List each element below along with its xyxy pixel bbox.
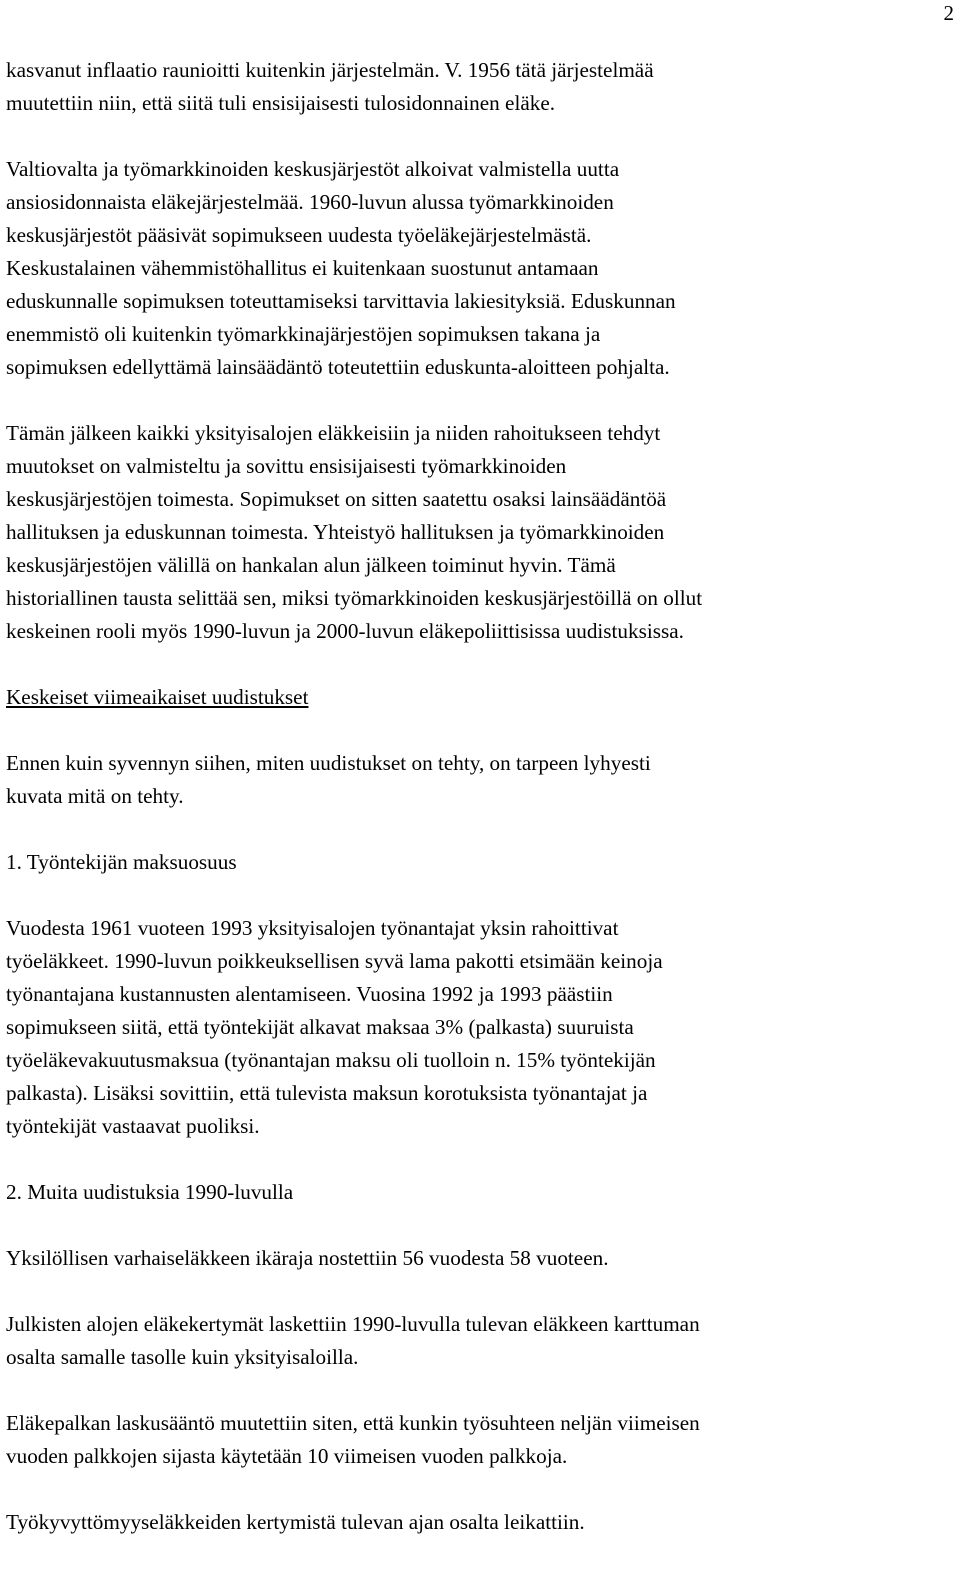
text-line: vuoden palkkojen sijasta käytetään 10 viimeisen vuoden palkkoja. — [6, 1444, 568, 1468]
text-line: historiallinen tausta selittää sen, miksi työmarkkinoiden keskusjärjestöillä on ollut — [6, 586, 703, 610]
page-number: 2 — [943, 1, 954, 25]
text-line: hallituksen ja eduskunnan toimesta. Yhteistyö hallituksen ja työmarkkinoiden — [6, 520, 665, 544]
text-line: 1. Työntekijän maksuosuus — [6, 850, 237, 874]
text-line: Yksilöllisen varhaiseläkkeen ikäraja nostettiin 56 vuodesta 58 vuoteen. — [6, 1246, 609, 1270]
text-line: kasvanut inflaatio raunioitti kuitenkin järjestelmän. V. 1956 tätä järjestelmää — [6, 58, 654, 82]
text-line: työeläkkeet. 1990-luvun poikkeuksellisen syvä lama pakotti etsimään keinoja — [6, 949, 663, 973]
paragraph — [6, 1407, 954, 1473]
text-line: Julkisten alojen eläkekertymät laskettiin 1990-luvulla tulevan eläkkeen karttuman — [6, 1312, 700, 1336]
paragraph — [6, 747, 954, 813]
text-line: Tämän jälkeen kaikki yksityisalojen eläkkeisiin ja niiden rahoitukseen tehdyt — [6, 421, 661, 445]
text-line: Eläkepalkan laskusääntö muutettiin siten, että kunkin työsuhteen neljän viimeisen — [6, 1411, 700, 1435]
text-line: palkasta). Lisäksi sovittiin, että tulevista maksun korotuksista työnantajat ja — [6, 1081, 648, 1105]
text-line: Keskeiset viimeaikaiset uudistukset — [6, 685, 309, 709]
paragraph — [6, 846, 954, 879]
paragraph — [6, 417, 954, 648]
text-line: kuvata mitä on tehty. — [6, 784, 184, 808]
paragraph — [6, 153, 954, 384]
text-line: osalta samalle tasolle kuin yksityisaloilla. — [6, 1345, 359, 1369]
text-line: ansiosidonnaista eläkejärjestelmää. 1960-luvun alussa työmarkkinoiden — [6, 190, 614, 214]
text-line: keskusjärjestöt pääsivät sopimukseen uudesta työeläkejärjestelmästä. — [6, 223, 592, 247]
text-line: työeläkevakuutusmaksua (työnantajan maksu oli tuolloin n. 15% työntekijän — [6, 1048, 656, 1072]
text-line: keskeinen rooli myös 1990-luvun ja 2000-luvun eläkepoliittisissa uudistuksissa. — [6, 619, 684, 643]
text-line: sopimuksen edellyttämä lainsäädäntö toteutettiin eduskunta-aloitteen pohjalta. — [6, 355, 670, 379]
paragraph — [6, 54, 954, 120]
text-line: eduskunnalle sopimuksen toteuttamiseksi tarvittavia lakiesityksiä. Eduskunnan — [6, 289, 676, 313]
paragraph — [6, 1242, 954, 1275]
text-line: muutettiin niin, että siitä tuli ensisijaisesti tulosidonnainen eläke. — [6, 91, 556, 115]
paragraph — [6, 1308, 954, 1374]
section-heading — [6, 681, 954, 714]
text-line: työntekijät vastaavat puoliksi. — [6, 1114, 260, 1138]
text-line: Vuodesta 1961 vuoteen 1993 yksityisalojen työnantajat yksin rahoittivat — [6, 916, 619, 940]
text-line: Ennen kuin syvennyn siihen, miten uudistukset on tehty, on tarpeen lyhyesti — [6, 751, 651, 775]
text-line: työnantajana kustannusten alentamiseen. Vuosina 1992 ja 1993 päästiin — [6, 982, 613, 1006]
text-line: Keskustalainen vähemmistöhallitus ei kuitenkaan suostunut antamaan — [6, 256, 599, 280]
text-line: Valtiovalta ja työmarkkinoiden keskusjärjestöt alkoivat valmistella uutta — [6, 157, 620, 181]
text-line: keskusjärjestöjen välillä on hankalan alun jälkeen toiminut hyvin. Tämä — [6, 553, 616, 577]
text-line: enemmistö oli kuitenkin työmarkkinajärjestöjen sopimuksen takana ja — [6, 322, 601, 346]
paragraph — [6, 1176, 954, 1209]
text-line: 2. Muita uudistuksia 1990-luvulla — [6, 1180, 294, 1204]
document-body — [6, 54, 954, 1572]
text-line: Työkyvyttömyyseläkkeiden kertymistä tulevan ajan osalta leikattiin. — [6, 1510, 585, 1534]
text-line: keskusjärjestöjen toimesta. Sopimukset on sitten saatettu osaksi lainsäädäntöä — [6, 487, 667, 511]
text-line: sopimukseen siitä, että työntekijät alkavat maksaa 3% (palkasta) suuruista — [6, 1015, 634, 1039]
paragraph — [6, 912, 954, 1143]
text-line: muutokset on valmisteltu ja sovittu ensisijaisesti työmarkkinoiden — [6, 454, 567, 478]
paragraph — [6, 1506, 954, 1539]
